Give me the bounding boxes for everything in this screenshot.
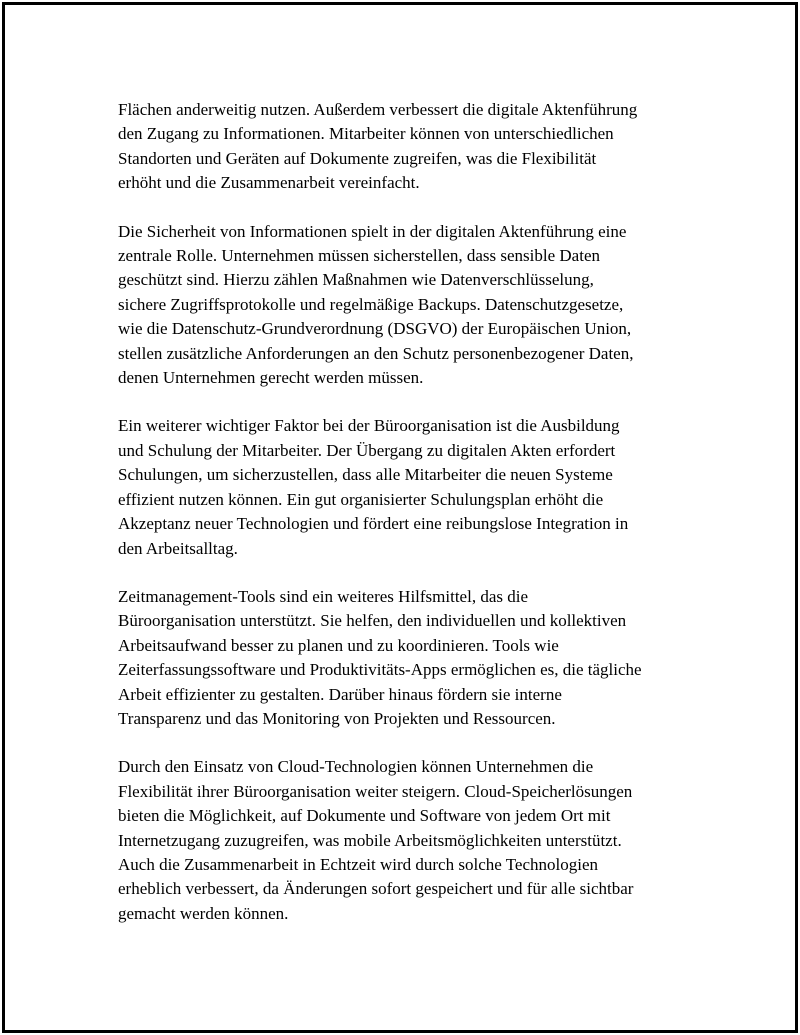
paragraph-storage-access [118,98,698,196]
text-line: effizient nutzen können. Ein gut organisierter Schulungsplan erhöht die [118,489,604,509]
text-line: Schulungen, um sicherzustellen, dass alle Mitarbeiter die neuen Systeme [118,465,613,485]
text-line: geschützt sind. Hierzu zählen Maßnahmen wie Datenverschlüsselung, [118,270,594,290]
text-line: Zeitmanagement-Tools sind ein weiteres Hilfsmittel, das die [118,586,529,606]
text-line: Zeiterfassungssoftware und Produktivitäts-Apps ermöglichen es, die tägliche [118,660,642,680]
text-line: zentrale Rolle. Unternehmen müssen sicherstellen, dass sensible Daten [118,246,600,266]
text-line: und Schulung der Mitarbeiter. Der Übergang zu digitalen Akten erfordert [118,440,616,460]
text-line: wie die Datenschutz-Grundverordnung (DSGVO) der Europäischen Union, [118,319,632,339]
text-line: Ein weiterer wichtiger Faktor bei der Büroorganisation ist die Ausbildung [118,416,620,436]
text-line: Die Sicherheit von Informationen spielt in der digitalen Aktenführung eine [118,221,627,241]
text-line: Standorten und Geräten auf Dokumente zugreifen, was die Flexibilität [118,148,597,168]
text-line: gemacht werden können. [118,903,289,923]
text-line: Flexibilität ihrer Büroorganisation weiter steigern. Cloud-Speicherlösungen [118,781,633,801]
paragraph-training [118,414,698,560]
document-body [118,98,698,950]
page-frame [2,2,798,1033]
text-line: Büroorganisation unterstützt. Sie helfen, den individuellen und kollektiven [118,611,627,631]
text-line: Akzeptanz neuer Technologien und fördert eine reibungslose Integration in [118,514,629,534]
text-line: erheblich verbessert, da Änderungen sofort gespeichert und für alle sichtbar [118,879,634,899]
text-line: den Arbeitsalltag. [118,538,238,558]
text-line: Flächen anderweitig nutzen. Außerdem verbessert die digitale Aktenführung [118,100,638,119]
text-line: Internetzugang zuzugreifen, was mobile Arbeitsmöglichkeiten unterstützt. [118,830,622,850]
paragraph-security [118,220,698,391]
text-line: Auch die Zusammenarbeit in Echtzeit wird durch solche Technologien [118,854,599,874]
text-line: den Zugang zu Informationen. Mitarbeiter können von unterschiedlichen [118,124,614,144]
text-line: Arbeit effizienter zu gestalten. Darüber hinaus fördern sie interne [118,684,562,704]
text-line: erhöht und die Zusammenarbeit vereinfacht. [118,173,420,193]
text-line: Transparenz und das Monitoring von Projekten und Ressourcen. [118,708,556,728]
text-line: sichere Zugriffsprotokolle und regelmäßige Backups. Datenschutzgesetze, [118,294,624,314]
text-line: stellen zusätzliche Anforderungen an den Schutz personenbezogener Daten, [118,343,634,363]
paragraph-cloud [118,755,698,926]
text-line: Durch den Einsatz von Cloud-Technologien können Unternehmen die [118,757,594,777]
text-line: bieten die Möglichkeit, auf Dokumente und Software von jedem Ort mit [118,806,611,826]
paragraph-time-management [118,585,698,731]
text-line: Arbeitsaufwand besser zu planen und zu koordinieren. Tools wie [118,635,559,655]
text-line: denen Unternehmen gerecht werden müssen. [118,368,424,388]
